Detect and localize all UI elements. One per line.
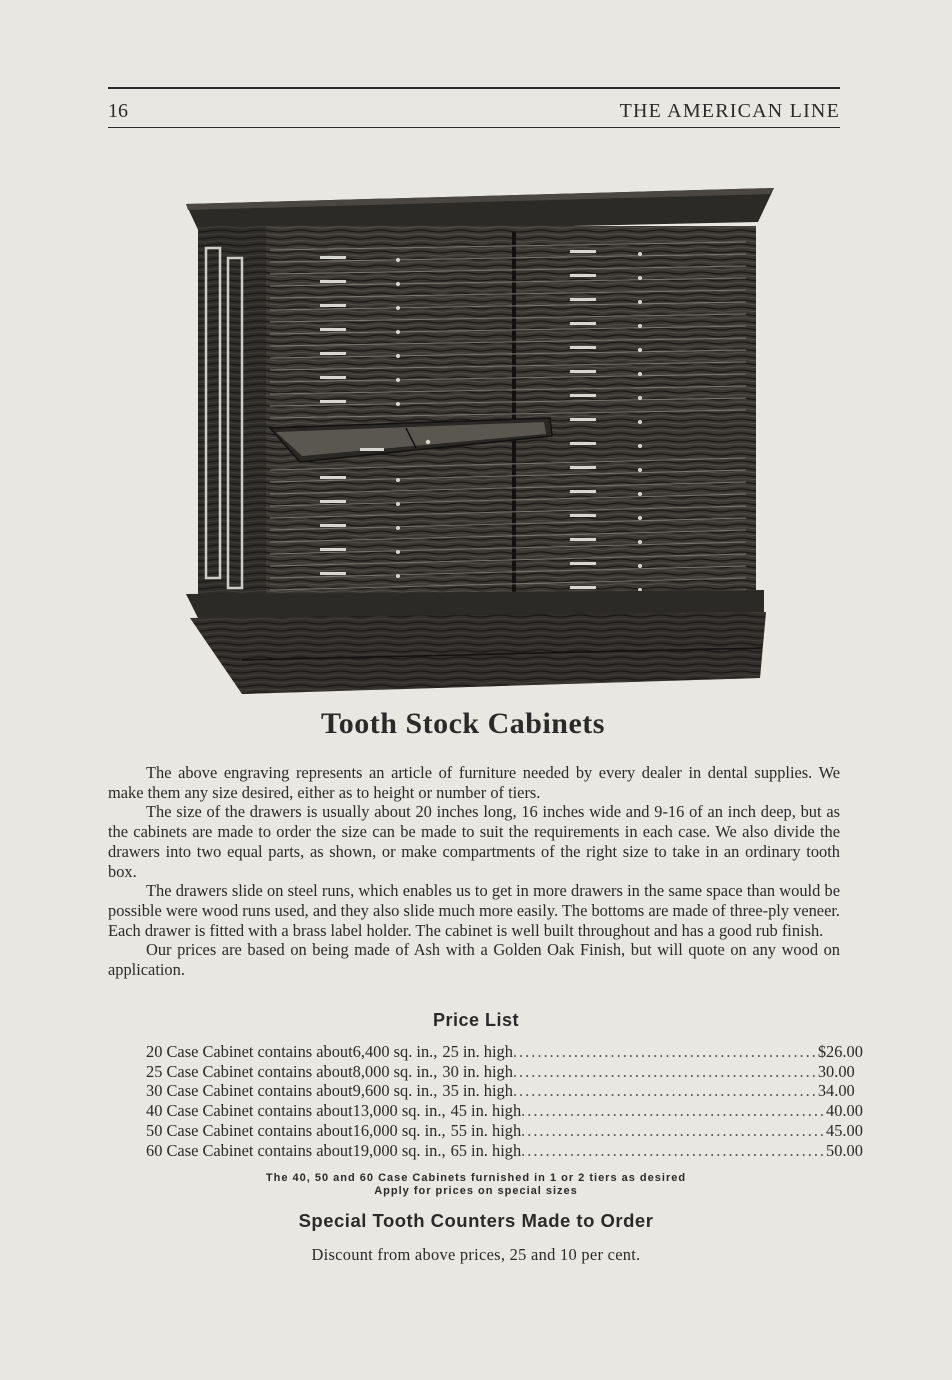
running-head: THE AMERICAN LINE (619, 100, 840, 122)
price-row (146, 1061, 855, 1082)
price-list-heading: Price List (432, 1010, 520, 1030)
cabinet-height: 35 in. high (442, 1081, 513, 1101)
cabinet-price: 34.00 (817, 1081, 855, 1101)
cabinet-description: 25 Case Cabinet contains about (146, 1061, 353, 1081)
cabinet-area: 19,000 sq. in., (352, 1140, 446, 1160)
leader-dots: .................................................. (512, 1042, 818, 1061)
paragraph: Our prices are based on being made of Ash with a Golden Oak Finish, but will quote on any wood on application. (108, 940, 840, 980)
tooth-stock-cabinet-engraving (170, 180, 770, 700)
leader-dots: .................................................. (521, 1140, 827, 1160)
cabinet-description: 50 Case Cabinet contains about (146, 1120, 353, 1140)
price-row (146, 1101, 863, 1121)
cabinet-area: 16,000 sq. in., (352, 1120, 446, 1140)
paragraph: The above engraving represents an article of furniture needed by every dealer in dental supplies. We make them any size desired, either as to height or number of tiers. (108, 763, 840, 802)
cabinet-price: 45.00 (826, 1120, 863, 1140)
page-number: 16 (108, 100, 128, 122)
cabinet-price: 50.00 (826, 1140, 863, 1160)
cabinet-description: 30 Case Cabinet contains about (146, 1081, 353, 1101)
cabinet-height: 25 in. high (442, 1042, 513, 1061)
price-row (146, 1042, 863, 1062)
cabinet-description: 60 Case Cabinet contains about (146, 1140, 353, 1160)
discount-text: Discount from above prices, 25 and 10 per cent. (311, 1245, 641, 1264)
cabinet-height: 55 in. high (450, 1120, 522, 1140)
price-list (146, 1042, 863, 1160)
leader-dots: .................................................. (512, 1081, 818, 1101)
page-title: Tooth Stock Cabinets (321, 707, 605, 740)
cabinet-price: 30.00 (817, 1061, 855, 1081)
leader-dots: .................................................. (512, 1061, 818, 1081)
leader-dots: .................................................. (521, 1101, 827, 1121)
description (108, 763, 840, 980)
header-rule-bottom (108, 127, 840, 128)
special-sizes-note: Apply for prices on special sizes (374, 1185, 578, 1197)
cabinet-description: 40 Case Cabinet contains about (146, 1101, 353, 1121)
special-counters-heading: Special Tooth Counters Made to Order (298, 1210, 654, 1231)
price-row (146, 1081, 855, 1101)
cabinet-height: 45 in. high (450, 1101, 522, 1121)
cabinet-area: 8,000 sq. in., (352, 1061, 438, 1081)
cabinet-description: 20 Case Cabinet contains about (146, 1042, 353, 1061)
cabinet-area: 13,000 sq. in., (352, 1101, 446, 1121)
cabinet-height: 30 in. high (442, 1061, 513, 1081)
price-row (146, 1140, 863, 1161)
tiers-note: The 40, 50 and 60 Case Cabinets furnished in 1 or 2 tiers as desired (265, 1172, 687, 1184)
cabinet-area: 6,400 sq. in., (352, 1042, 438, 1061)
cabinet-height: 65 in. high (450, 1140, 522, 1160)
cabinet-price: $26.00 (817, 1042, 863, 1061)
paragraph: The size of the drawers is usually about 20 inches long, 16 inches wide and 9-16 of an inch deep, but as the cabinets are made to order the size can be made to suit the requirements in each case. We also divide the drawers into two equal parts, as shown, or make compartments of the right size to take in an ordinary tooth box. (108, 802, 840, 881)
leader-dots: .................................................. (521, 1120, 827, 1140)
price-row (146, 1120, 863, 1141)
paragraph: The drawers slide on steel runs, which enables us to get in more drawers in the same space than would be possible were wood runs used, and they also slide much more easily. The bottoms are made of three-ply veneer. Each drawer is fitted with a brass label holder. The cabinet is well built throughout and has a good rub finish. (108, 881, 840, 940)
cabinet-price: 40.00 (826, 1101, 863, 1121)
header-rule-top (108, 87, 840, 89)
cabinet-area: 9,600 sq. in., (352, 1081, 438, 1101)
